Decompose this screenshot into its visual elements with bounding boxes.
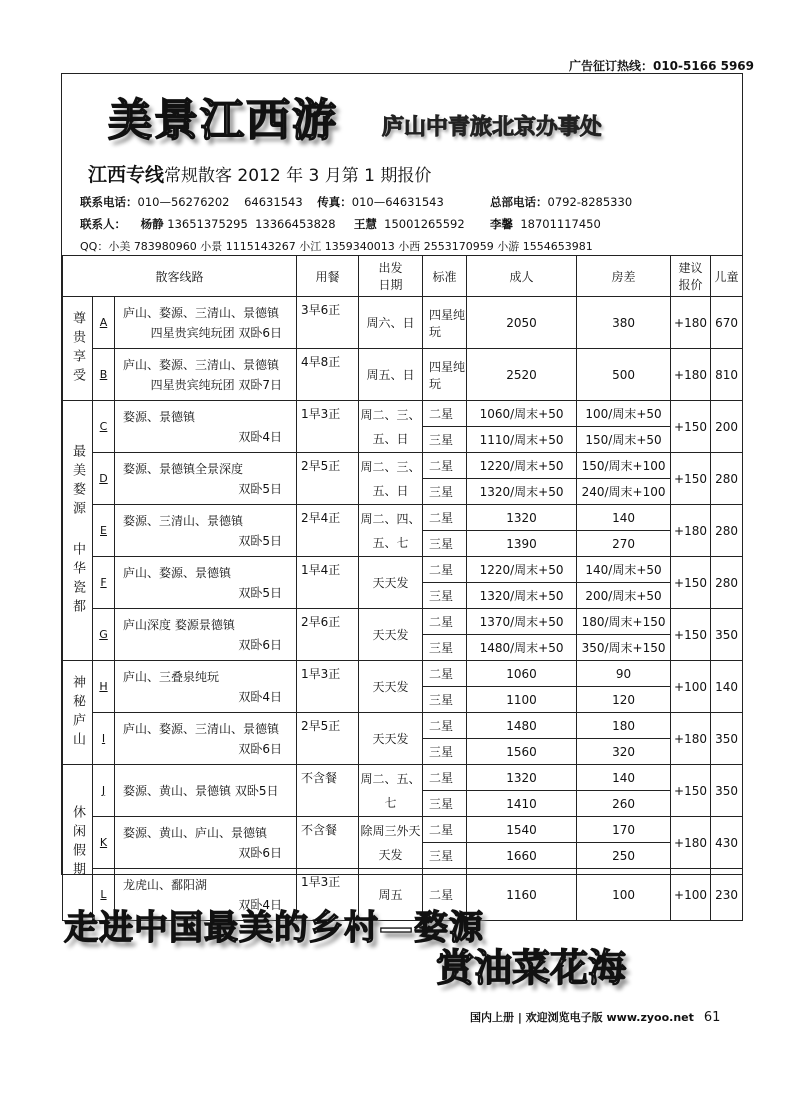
route-adult-price: 1660 <box>467 843 577 869</box>
route-room-diff: 140/周末+50 <box>577 557 671 583</box>
route-name: 庐山、婺源、三清山、景德镇 四星贵宾纯玩团 双卧7日 <box>115 349 297 401</box>
route-room-diff: 150/周末+100 <box>577 453 671 479</box>
route-adult-price: 1390 <box>467 531 577 557</box>
table-row <box>63 349 743 401</box>
route-room-diff: 240/周末+100 <box>577 479 671 505</box>
ad-hotline: 广告征订热线：010-5166 5969 <box>568 59 754 73</box>
contact-qq: QQ：小美 783980960 小景 1115143267 小江 1359340013 小西 2553170959 小游 1554653981 <box>80 240 593 253</box>
route-child-price: 430 <box>711 817 743 869</box>
route-suggest: +180 <box>671 297 711 349</box>
route-adult-price: 1320 <box>467 765 577 791</box>
route-standard: 二星 <box>423 817 467 843</box>
route-name: 婺源、三清山、景德镇 双卧5日 <box>115 505 297 557</box>
route-suggest: +100 <box>671 869 711 921</box>
route-standard: 四星纯玩 <box>423 297 467 349</box>
route-standard: 三星 <box>423 583 467 609</box>
route-adult-price: 1060/周末+50 <box>467 401 577 427</box>
route-standard: 二星 <box>423 661 467 687</box>
route-adult-price: 1110/周末+50 <box>467 427 577 453</box>
route-child-price: 280 <box>711 453 743 505</box>
route-standard: 三星 <box>423 843 467 869</box>
route-code: J <box>93 765 115 817</box>
route-group: 神秘庐山 <box>63 661 93 765</box>
contact-person-row: 联系人： 杨静 13651375295 13366453828 王慧 15001265592 <box>80 217 465 231</box>
headline-strong: 江西专线 <box>88 164 165 186</box>
route-days: 周二、三、五、日 <box>359 401 423 453</box>
price-headline <box>88 160 431 187</box>
route-name: 庐山、婺源、三清山、景德镇 双卧6日 <box>115 713 297 765</box>
route-child-price: 280 <box>711 505 743 557</box>
route-meal: 1早3正 <box>297 401 359 453</box>
route-code: B <box>93 349 115 401</box>
route-code: I <box>93 713 115 765</box>
route-standard: 二星 <box>423 505 467 531</box>
route-meal: 1早3正 <box>297 869 359 921</box>
page-subtitle: 庐山中青旅北京办事处 <box>382 114 603 140</box>
route-name: 龙虎山、鄱阳湖 双卧4日 <box>115 869 297 921</box>
route-standard: 三星 <box>423 739 467 765</box>
table-row <box>63 453 743 479</box>
route-room-diff: 500 <box>577 349 671 401</box>
route-suggest: +180 <box>671 713 711 765</box>
route-room-diff: 250 <box>577 843 671 869</box>
route-adult-price: 1100 <box>467 687 577 713</box>
route-standard: 二星 <box>423 713 467 739</box>
route-adult-price: 1540 <box>467 817 577 843</box>
route-group: 最美婺源 中华瓷都 <box>63 401 93 661</box>
route-meal: 2早5正 <box>297 453 359 505</box>
route-child-price: 670 <box>711 297 743 349</box>
route-meal: 4早8正 <box>297 349 359 401</box>
route-meal: 1早4正 <box>297 557 359 609</box>
route-standard: 三星 <box>423 531 467 557</box>
route-group: 休闲假期 <box>63 765 93 921</box>
route-days: 周二、五、七 <box>359 765 423 817</box>
route-days: 周五、日 <box>359 349 423 401</box>
route-days: 周二、三、五、日 <box>359 453 423 505</box>
route-code: D <box>93 453 115 505</box>
route-days: 天天发 <box>359 661 423 713</box>
th-adult: 成人 <box>467 256 577 297</box>
route-code: C <box>93 401 115 453</box>
price-table <box>62 255 743 921</box>
th-date: 出发 日期 <box>359 256 423 297</box>
route-room-diff: 260 <box>577 791 671 817</box>
route-adult-price: 1060 <box>467 661 577 687</box>
route-adult-price: 1220/周末+50 <box>467 557 577 583</box>
table-row <box>63 609 743 635</box>
contact-hq: 总部电话：0792-8285330 <box>490 195 633 209</box>
table-row <box>63 713 743 739</box>
route-group: 尊贵享受 <box>63 297 93 401</box>
route-standard: 三星 <box>423 427 467 453</box>
route-standard: 三星 <box>423 479 467 505</box>
route-adult-price: 1560 <box>467 739 577 765</box>
route-meal: 2早6正 <box>297 609 359 661</box>
route-standard: 二星 <box>423 609 467 635</box>
route-standard: 二星 <box>423 401 467 427</box>
route-suggest: +150 <box>671 609 711 661</box>
th-std: 标准 <box>423 256 467 297</box>
route-room-diff: 140 <box>577 765 671 791</box>
route-room-diff: 380 <box>577 297 671 349</box>
route-child-price: 350 <box>711 765 743 817</box>
route-adult-price: 2520 <box>467 349 577 401</box>
route-room-diff: 320 <box>577 739 671 765</box>
route-adult-price: 1320/周末+50 <box>467 583 577 609</box>
route-adult-price: 1480 <box>467 713 577 739</box>
th-room: 房差 <box>577 256 671 297</box>
route-room-diff: 150/周末+50 <box>577 427 671 453</box>
route-standard: 二星 <box>423 557 467 583</box>
route-meal: 3早6正 <box>297 297 359 349</box>
route-code: F <box>93 557 115 609</box>
route-name: 庐山、三叠泉纯玩 双卧4日 <box>115 661 297 713</box>
route-adult-price: 1320/周末+50 <box>467 479 577 505</box>
route-adult-price: 1320 <box>467 505 577 531</box>
route-standard: 二星 <box>423 453 467 479</box>
th-suggest: 建议 报价 <box>671 256 711 297</box>
route-standard: 三星 <box>423 635 467 661</box>
table-row <box>63 765 743 791</box>
table-header <box>63 256 743 297</box>
route-days: 天天发 <box>359 713 423 765</box>
route-adult-price: 1220/周末+50 <box>467 453 577 479</box>
route-room-diff: 100 <box>577 869 671 921</box>
route-name: 婺源、景德镇全景深度 双卧5日 <box>115 453 297 505</box>
route-child-price: 350 <box>711 609 743 661</box>
route-meal: 1早3正 <box>297 661 359 713</box>
route-child-price: 350 <box>711 713 743 765</box>
route-suggest: +180 <box>671 349 711 401</box>
route-suggest: +150 <box>671 453 711 505</box>
route-child-price: 140 <box>711 661 743 713</box>
route-room-diff: 140 <box>577 505 671 531</box>
route-child-price: 810 <box>711 349 743 401</box>
route-suggest: +150 <box>671 401 711 453</box>
route-days: 天天发 <box>359 609 423 661</box>
route-room-diff: 200/周末+50 <box>577 583 671 609</box>
route-room-diff: 100/周末+50 <box>577 401 671 427</box>
route-room-diff: 180 <box>577 713 671 739</box>
route-adult-price: 2050 <box>467 297 577 349</box>
route-suggest: +100 <box>671 661 711 713</box>
route-code: H <box>93 661 115 713</box>
route-standard: 四星纯玩 <box>423 349 467 401</box>
footer-text: 国内上册 | 欢迎浏览电子版 www.zyoo.net <box>470 1011 694 1024</box>
headline-rest: 常规散客 2012 年 3 月第 1 期报价 <box>164 166 432 186</box>
route-code: E <box>93 505 115 557</box>
route-meal: 2早5正 <box>297 713 359 765</box>
route-days: 周六、日 <box>359 297 423 349</box>
th-child: 儿童 <box>711 256 743 297</box>
route-days: 除周三外天天发 <box>359 817 423 869</box>
route-name: 庐山、婺源、景德镇 双卧5日 <box>115 557 297 609</box>
route-suggest: +150 <box>671 765 711 817</box>
route-code: A <box>93 297 115 349</box>
route-suggest: +180 <box>671 505 711 557</box>
route-name: 婺源、黄山、庐山、景德镇 双卧6日 <box>115 817 297 869</box>
route-code: L <box>93 869 115 921</box>
route-days: 周二、四、五、七 <box>359 505 423 557</box>
route-meal: 不含餐 <box>297 817 359 869</box>
route-room-diff: 170 <box>577 817 671 843</box>
contact-person-3: 李馨 18701117450 <box>490 217 601 231</box>
table-row <box>63 661 743 687</box>
route-child-price: 280 <box>711 557 743 609</box>
route-standard: 二星 <box>423 869 467 921</box>
table-row <box>63 297 743 349</box>
route-suggest: +150 <box>671 557 711 609</box>
slogan-primary: 走进中国最美的乡村—婺源 <box>64 908 484 948</box>
route-meal: 2早4正 <box>297 505 359 557</box>
route-days: 天天发 <box>359 557 423 609</box>
route-name: 庐山、婺源、三清山、景德镇 四星贵宾纯玩团 双卧6日 <box>115 297 297 349</box>
table-row <box>63 401 743 427</box>
route-room-diff: 90 <box>577 661 671 687</box>
route-meal: 不含餐 <box>297 765 359 817</box>
route-adult-price: 1160 <box>467 869 577 921</box>
route-name: 庐山深度 婺源景德镇 双卧6日 <box>115 609 297 661</box>
th-route: 散客线路 <box>63 256 297 297</box>
route-child-price: 230 <box>711 869 743 921</box>
route-code: K <box>93 817 115 869</box>
route-name: 婺源、黄山、景德镇 双卧5日 <box>115 765 297 817</box>
page-number: 61 <box>703 1010 721 1025</box>
route-suggest: +180 <box>671 817 711 869</box>
route-days: 周五 <box>359 869 423 921</box>
slogan-secondary: 赏油菜花海 <box>436 945 627 990</box>
footer <box>470 1009 720 1025</box>
route-standard: 二星 <box>423 765 467 791</box>
table-row <box>63 505 743 531</box>
route-name: 婺源、景德镇 双卧4日 <box>115 401 297 453</box>
route-standard: 三星 <box>423 687 467 713</box>
route-room-diff: 120 <box>577 687 671 713</box>
contact-phone-row: 联系电话：010—56276202 64631543 传真：010—64631543 <box>80 195 444 209</box>
route-child-price: 200 <box>711 401 743 453</box>
route-adult-price: 1370/周末+50 <box>467 609 577 635</box>
table-row <box>63 557 743 583</box>
page-title: 美景江西游 <box>108 95 338 146</box>
route-room-diff: 180/周末+150 <box>577 609 671 635</box>
route-room-diff: 270 <box>577 531 671 557</box>
route-code: G <box>93 609 115 661</box>
th-meal: 用餐 <box>297 256 359 297</box>
route-standard: 三星 <box>423 791 467 817</box>
route-adult-price: 1480/周末+50 <box>467 635 577 661</box>
route-adult-price: 1410 <box>467 791 577 817</box>
route-room-diff: 350/周末+150 <box>577 635 671 661</box>
table-row <box>63 817 743 843</box>
